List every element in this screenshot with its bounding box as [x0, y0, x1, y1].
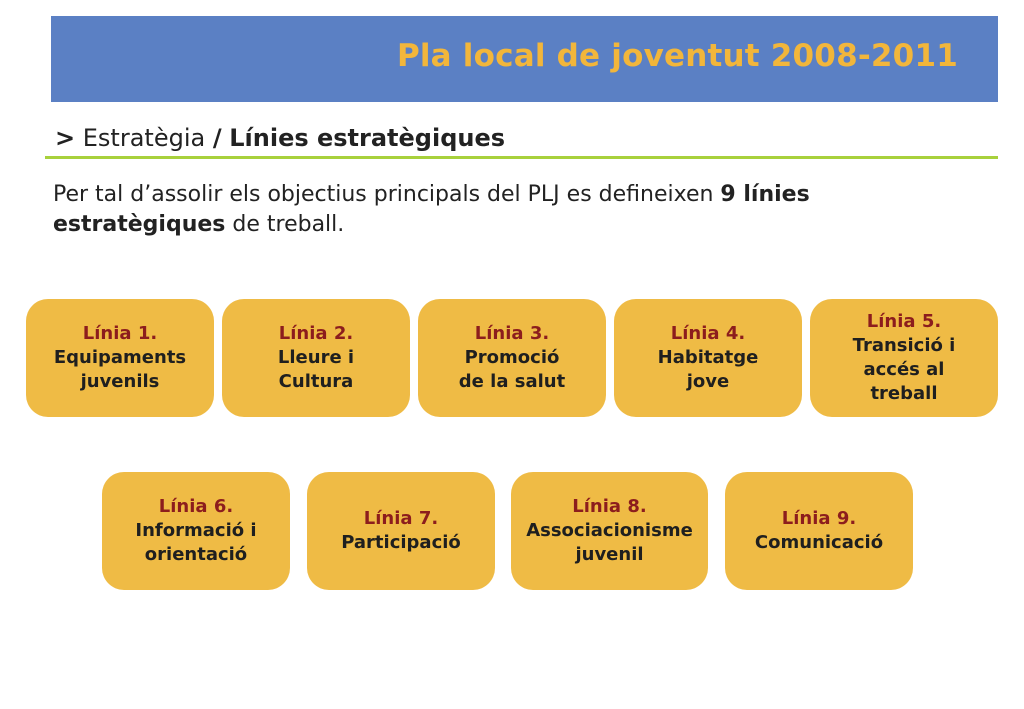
line-text: Transició i: [852, 335, 956, 356]
line-box-4: [614, 299, 802, 417]
line-label: Línia 1.: [82, 323, 158, 344]
line-text: Lleure i: [277, 347, 355, 368]
line-text: Participació: [341, 532, 461, 553]
line-label: Línia 3.: [474, 323, 550, 344]
line-text: Habitatge: [657, 347, 759, 368]
line-box-6: [102, 472, 290, 590]
subtitle-marker: >: [55, 124, 76, 152]
intro-text-after: de treball.: [225, 212, 345, 237]
line-label: Línia 9.: [781, 508, 857, 529]
line-box-7: [307, 472, 495, 590]
line-text: juvenils: [80, 371, 160, 392]
line-box-5: [810, 299, 998, 417]
line-text: treball: [870, 383, 938, 404]
line-text: Associacionisme: [526, 520, 693, 541]
line-text: Cultura: [278, 371, 354, 392]
line-text: de la salut: [458, 371, 566, 392]
header-banner: [51, 16, 998, 102]
line-text: jove: [686, 371, 730, 392]
line-box-9: [725, 472, 913, 590]
line-box-3: [418, 299, 606, 417]
line-text: Equipaments: [53, 347, 187, 368]
line-box-2: [222, 299, 410, 417]
page-title: Pla local de joventut 2008-2011: [396, 38, 958, 74]
section-subtitle: [55, 124, 505, 152]
subtitle-part1: Estratègia: [82, 124, 206, 152]
line-label: Línia 7.: [363, 508, 439, 529]
subtitle-separator: /: [212, 124, 222, 152]
intro-bold-2: estratègiques: [53, 212, 226, 237]
line-label: Línia 2.: [278, 323, 354, 344]
intro-text-before: Per tal d’assolir els objectius principals del PLJ es defineixen: [53, 182, 721, 207]
line-text: Promoció: [464, 347, 560, 368]
line-text: orientació: [144, 544, 248, 565]
line-text: Informació i: [135, 520, 257, 541]
intro-paragraph: [53, 180, 983, 240]
line-box-1: [26, 299, 214, 417]
subtitle-part2: Línies estratègiques: [229, 124, 506, 152]
line-label: Línia 8.: [572, 496, 647, 517]
line-box-8: [511, 472, 708, 590]
divider-line: [45, 156, 998, 159]
intro-bold-1: 9 línies: [720, 182, 810, 207]
line-label: Línia 5.: [866, 311, 942, 332]
line-text: juvenil: [575, 544, 644, 565]
line-text: Comunicació: [754, 532, 884, 553]
line-label: Línia 6.: [158, 496, 234, 517]
line-label: Línia 4.: [670, 323, 746, 344]
line-text: accés al: [863, 359, 945, 380]
